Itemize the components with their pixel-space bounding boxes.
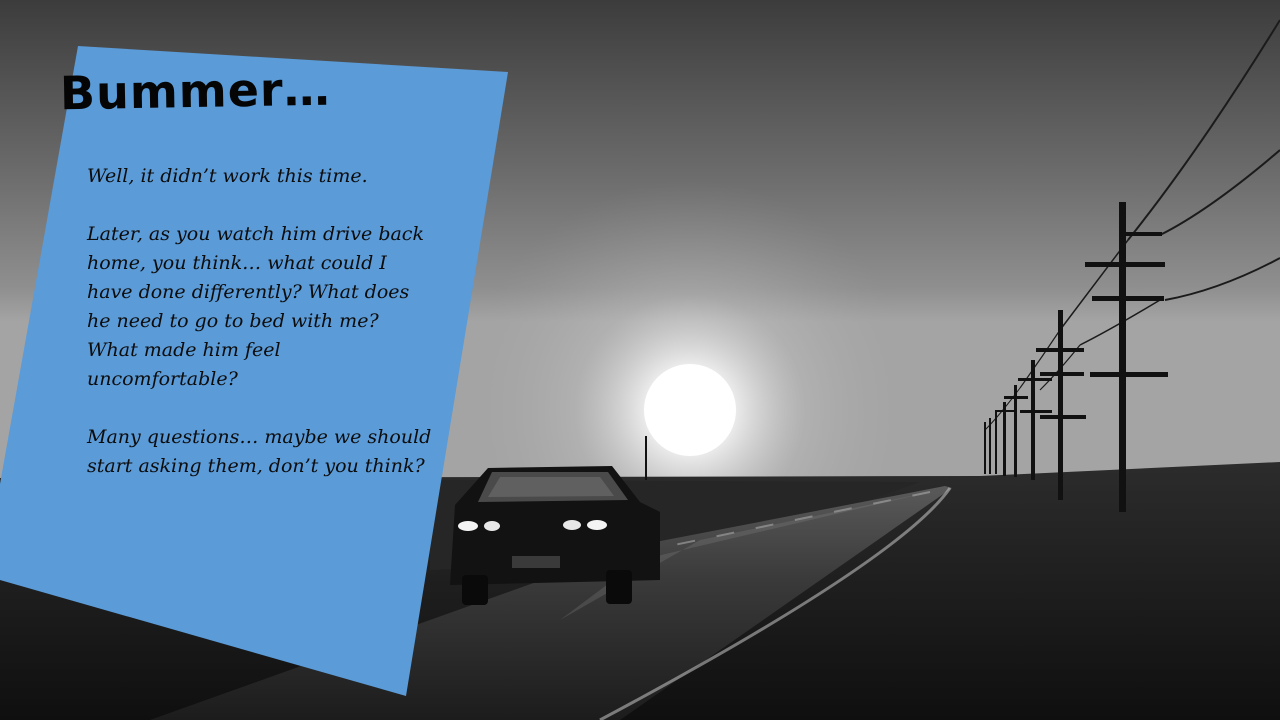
- sun: [644, 364, 736, 456]
- paragraph-1: Well, it didn’t work this time.: [87, 165, 368, 187]
- slide-title: Bummer…: [59, 61, 332, 121]
- slide-body: [87, 162, 432, 510]
- paragraph-3: Many questions… maybe we should start asking them, don’t you think?: [87, 426, 432, 477]
- paragraph-2: Later, as you watch him drive back home, you think… what could I have done differently? What does he need to go to bed with me? What made him feel uncomfortable?: [87, 223, 424, 390]
